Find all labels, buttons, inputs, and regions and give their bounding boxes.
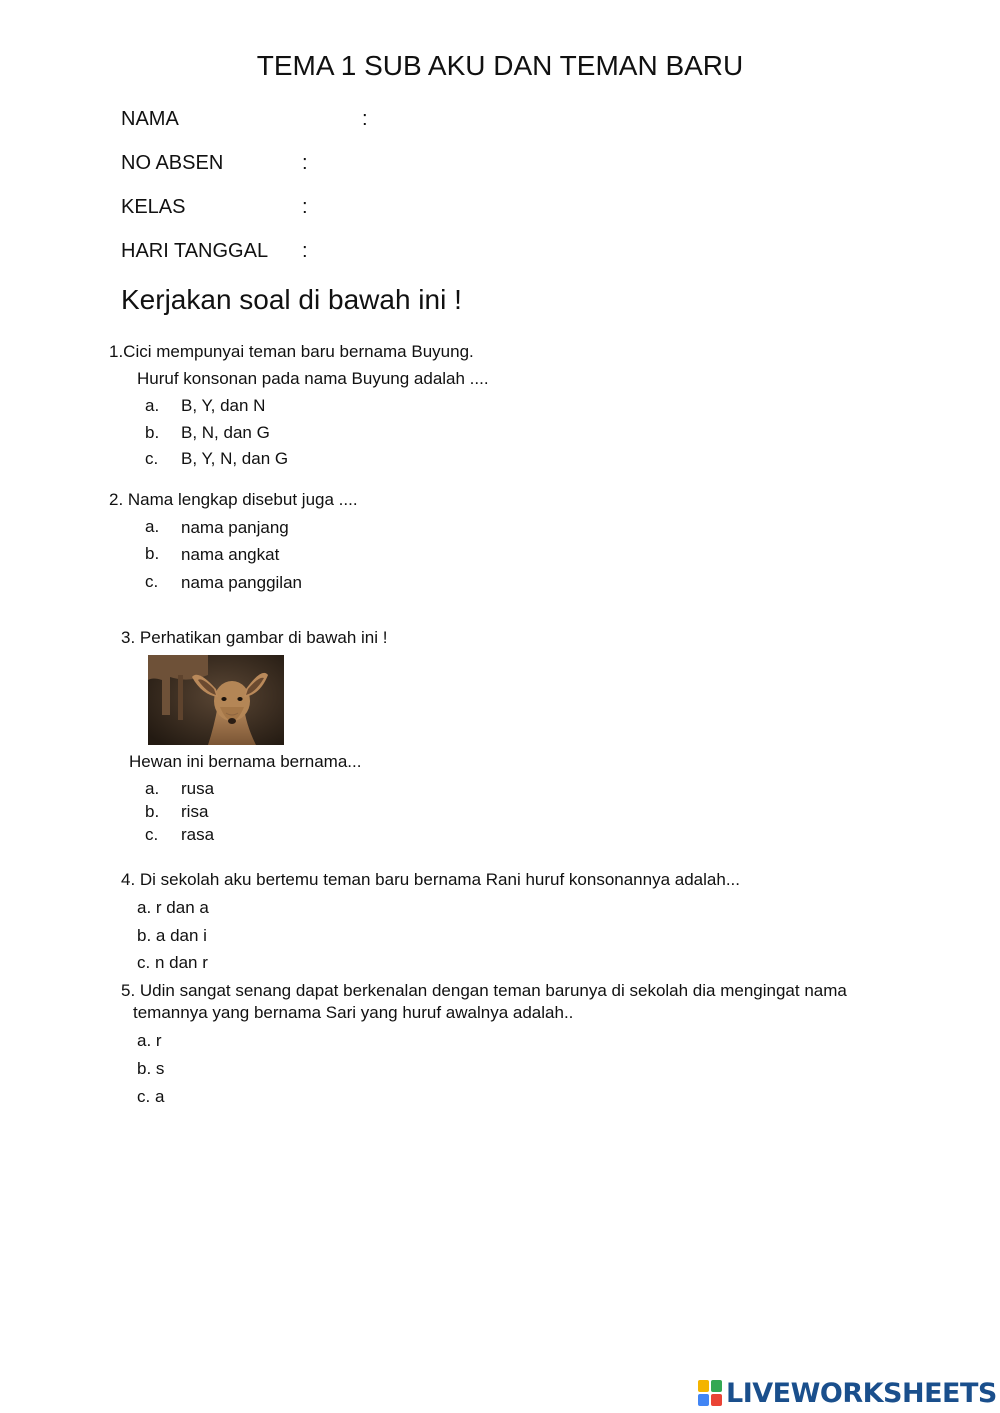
kelas-colon: :: [302, 196, 308, 218]
q3-option-b[interactable]: risa: [181, 802, 209, 821]
q1-option-b-letter: b.: [145, 423, 160, 442]
question-1-subtext: Huruf konsonan pada nama Buyung adalah ....: [137, 369, 489, 388]
hari-tanggal-label: HARI TANGGAL: [121, 240, 269, 262]
q2-option-c-letter: c.: [145, 572, 159, 591]
q3-option-b-letter: b.: [145, 802, 160, 821]
hari-tanggal-colon: :: [302, 240, 308, 262]
q1-option-a[interactable]: B, Y, dan N: [181, 396, 266, 415]
q5-option-b[interactable]: b. s: [137, 1059, 165, 1078]
logo-mark-e: [711, 1394, 722, 1406]
liveworksheets-logo: [698, 1378, 997, 1408]
question-3-text: 3. Perhatikan gambar di bawah ini !: [121, 628, 388, 647]
q5-option-a[interactable]: a. r: [137, 1031, 162, 1050]
q3-option-a[interactable]: rusa: [181, 779, 215, 798]
name-label: NAMA: [121, 108, 179, 130]
q2-option-c[interactable]: nama panggilan: [181, 573, 302, 592]
question-5-subtext: temannya yang bernama Sari yang huruf awalnya adalah..: [133, 1003, 574, 1022]
absen-colon: :: [302, 152, 308, 174]
q1-option-a-letter: a.: [145, 396, 160, 415]
q2-option-b[interactable]: nama angkat: [181, 545, 280, 564]
q2-option-a-letter: a.: [145, 517, 160, 536]
q1-option-c-letter: c.: [145, 449, 159, 468]
question-1-text: 1.Cici mempunyai teman baru bernama Buyung.: [109, 342, 474, 361]
name-colon: :: [362, 108, 368, 130]
liveworksheets-logo-icon: [698, 1380, 722, 1406]
logo-mark-l: [698, 1380, 709, 1392]
q3-option-a-letter: a.: [145, 779, 160, 798]
logo-mark-v: [698, 1394, 709, 1406]
q4-option-c[interactable]: c. n dan r: [137, 953, 208, 972]
q4-option-a[interactable]: a. r dan a: [137, 898, 209, 917]
question-3-subtext: Hewan ini bernama bernama...: [129, 752, 362, 771]
question-2-text: 2. Nama lengkap disebut juga ....: [109, 490, 358, 509]
q3-option-c[interactable]: rasa: [181, 825, 215, 844]
deer-image: [148, 655, 284, 745]
logo-mark-i: [711, 1380, 722, 1392]
q3-option-c-letter: c.: [145, 825, 159, 844]
liveworksheets-logo-text: LIVEWORKSHEETS: [726, 1377, 997, 1409]
q2-option-a[interactable]: nama panjang: [181, 518, 289, 537]
q5-option-c[interactable]: c. a: [137, 1087, 165, 1106]
worksheet-title: TEMA 1 SUB AKU DAN TEMAN BARU: [256, 50, 744, 81]
q1-option-b[interactable]: B, N, dan G: [181, 423, 270, 442]
q2-option-b-letter: b.: [145, 544, 160, 563]
q1-option-c[interactable]: B, Y, N, dan G: [181, 449, 289, 468]
question-4-text: 4. Di sekolah aku bertemu teman baru bernama Rani huruf konsonannya adalah...: [121, 870, 740, 889]
instruction-heading: Kerjakan soal di bawah ini !: [121, 284, 462, 315]
question-5-text: 5. Udin sangat senang dapat berkenalan dengan teman barunya di sekolah dia mengingat nama: [121, 981, 847, 1000]
q4-option-b[interactable]: b. a dan i: [137, 926, 207, 945]
absen-label: NO ABSEN: [121, 152, 224, 174]
kelas-label: KELAS: [121, 196, 186, 218]
